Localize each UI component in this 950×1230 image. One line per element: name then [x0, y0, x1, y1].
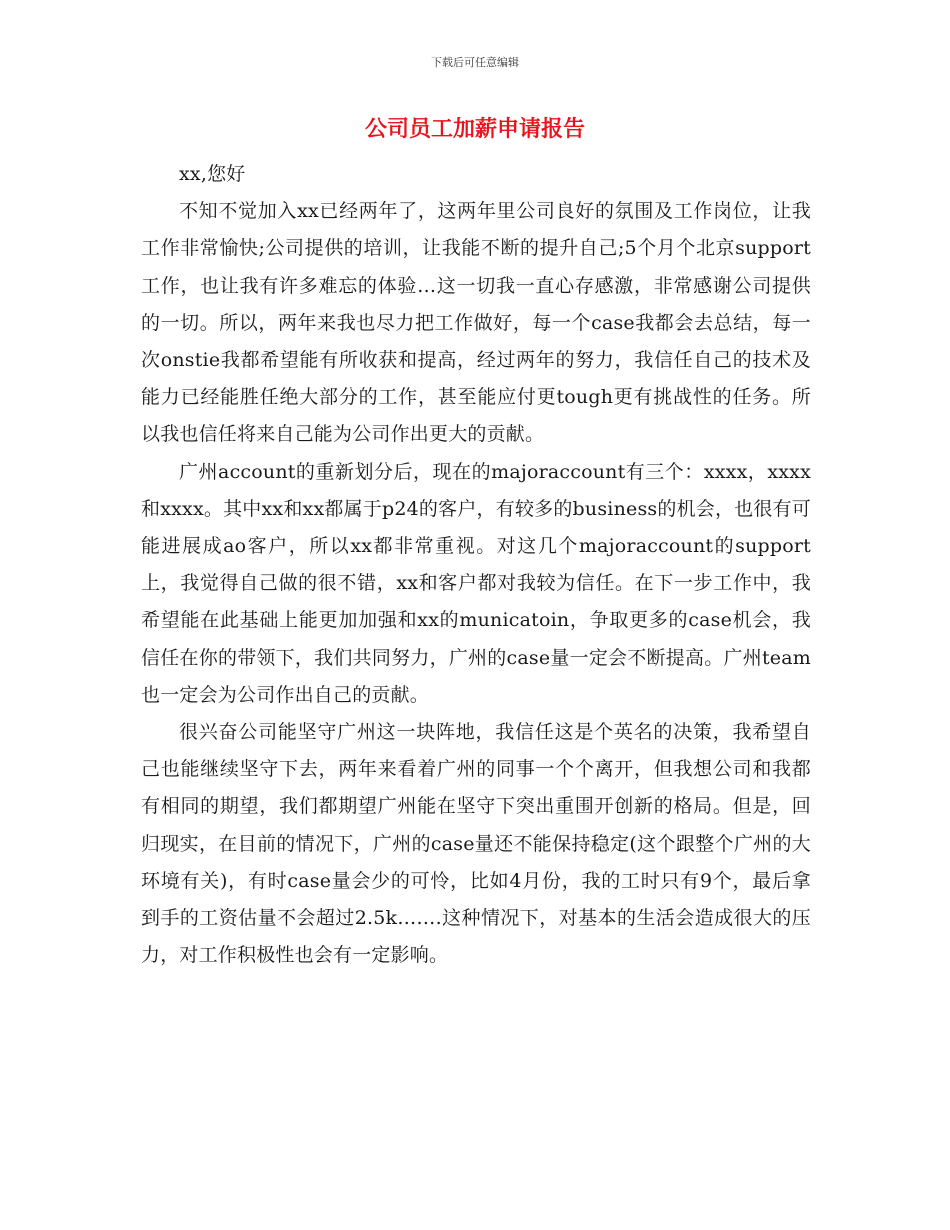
- paragraph-3: 很兴奋公司能坚守广州这一块阵地，我信任这是个英名的决策，我希望自己也能继续坚守下去，两年来看着广州的同事一个个离开，但我想公司和我都有相同的期望，我们都期望广州能在坚守下突出重围开创新的格局。但是，回归现实，在目前的情况下，广州的case量还不能保持稳定(这个跟整个广州的大环境有关)，有时case量会少的可怜，比如4月份，我的工时只有9个，最后拿到手的工资估量不会超过2.5k…….这种情况下，对基本的生活会造成很大的压力，对工作积极性也会有一定影响。: [141, 721, 811, 967]
- document-body: [141, 156, 811, 974]
- paragraph-1: 不知不觉加入xx已经两年了，这两年里公司良好的氛围及工作岗位，让我工作非常愉快;公司提供的培训，让我能不断的提升自己;5个月个北京support工作，也让我有许多难忘的体验…这一切我一直心存感激，非常感谢公司提供的一切。所以，两年来我也尽力把工作做好，每一个case我都会去总结，每一次onstie我都希望能有所收获和提高，经过两年的努力，我信任自己的技术及能力已经能胜任绝大部分的工作，甚至能应付更tough更有挑战性的任务。所以我也信任将来自己能为公司作出更大的贡献。: [141, 200, 811, 446]
- document-title: 公司员工加薪申请报告: [364, 117, 585, 142]
- header-note: 下载后可任意编辑: [431, 56, 519, 69]
- greeting: xx,您好: [179, 163, 246, 185]
- paragraph-2: 广州account的重新划分后，现在的majoraccount有三个：xxxx，xxxx和xxxx。其中xx和xx都属于p24的客户，有较多的business的机会，也很有可能进展成ao客户，所以xx都非常重视。对这几个majoraccount的support上，我觉得自己做的很不错，xx和客户都对我较为信任。在下一步工作中，我希望能在此基础上能更加加强和xx的municatoin，争取更多的case机会，我信任在你的带领下，我们共同努力，广州的case量一定会不断提高。广州team也一定会为公司作出自己的贡献。: [141, 460, 811, 706]
